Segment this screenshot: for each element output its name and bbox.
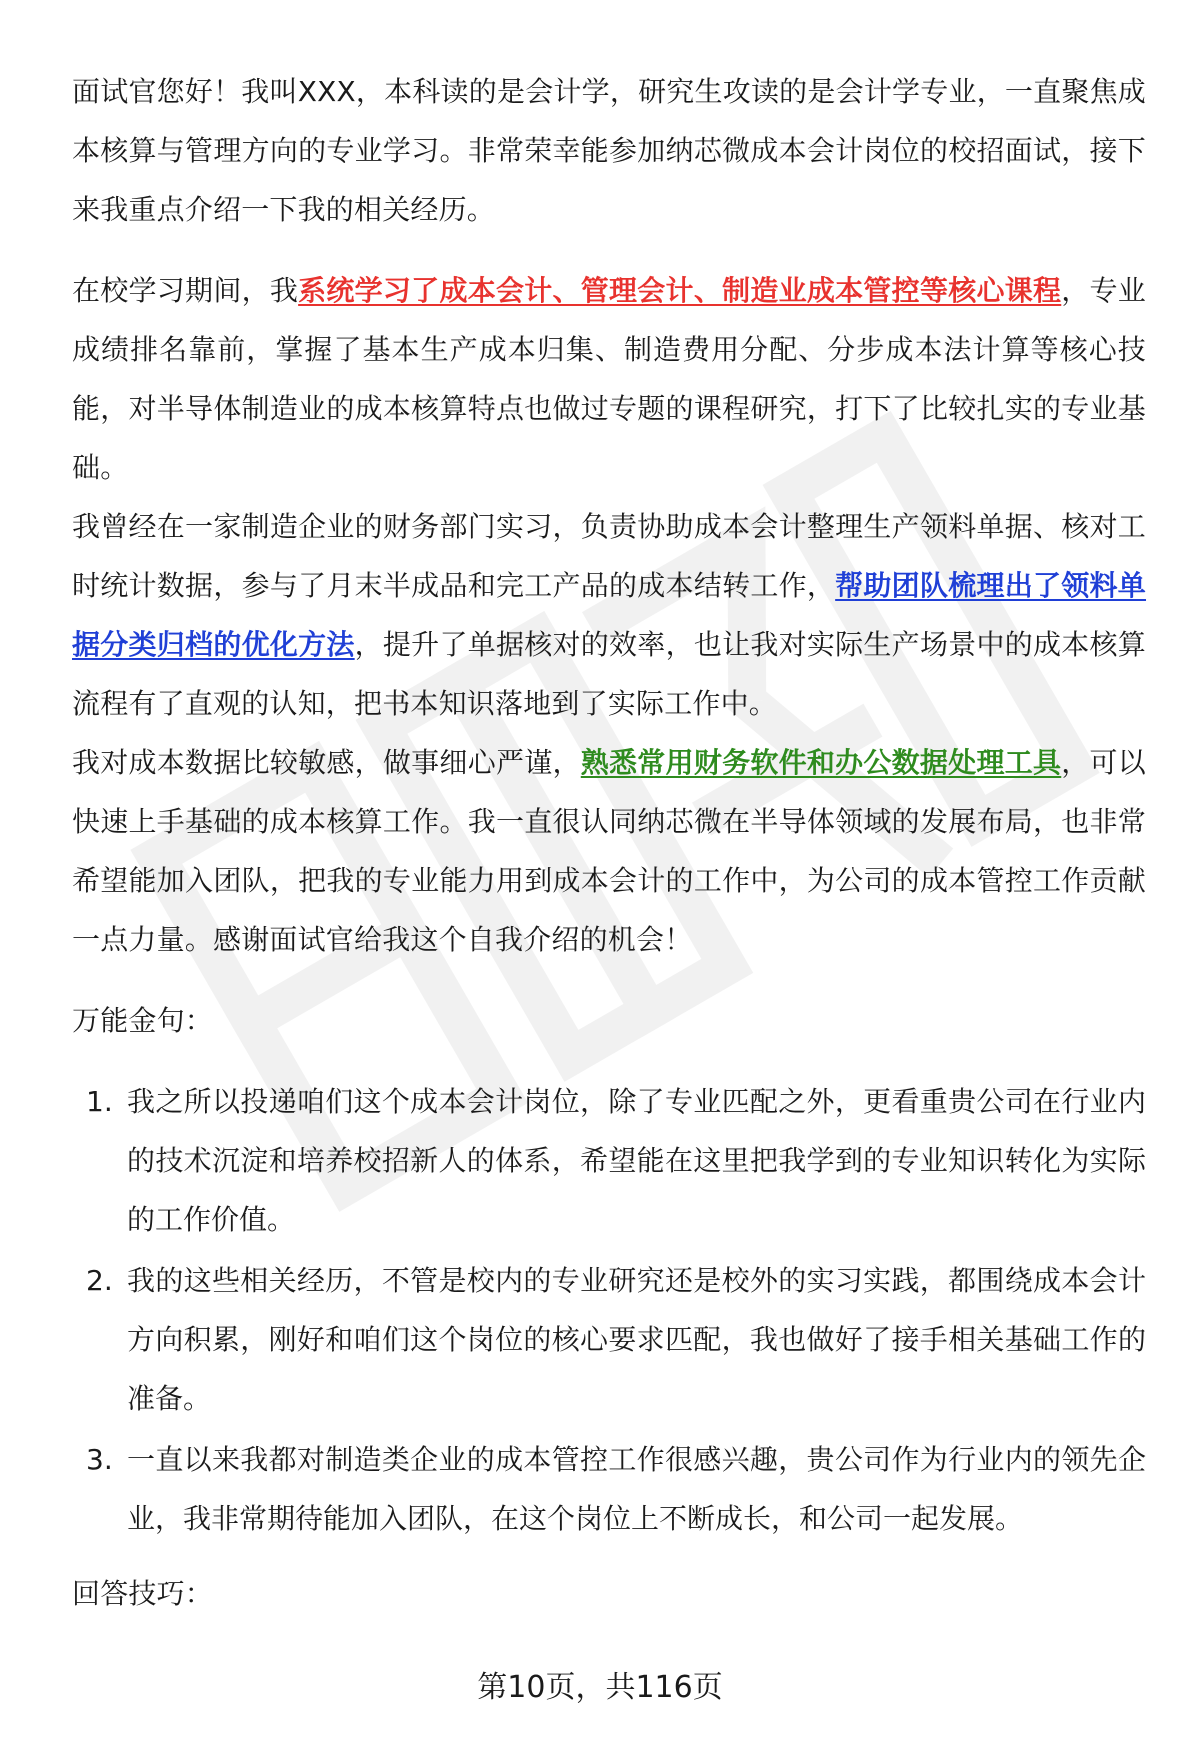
intro-paragraph-3 <box>72 497 1146 733</box>
list-item <box>72 1251 1146 1428</box>
list-item-number: 3. <box>86 1443 113 1476</box>
list-item <box>72 1072 1146 1249</box>
tips-heading: 回答技巧： <box>72 1577 214 1610</box>
highlight-courses: 系统学习了成本会计、管理会计、制造业成本管控等核心课程 <box>298 274 1062 307</box>
page-number: 第10页，共116页 <box>477 1670 723 1705</box>
list-item-number: 1. <box>86 1085 113 1118</box>
paragraph-4-prefix: 我对成本数据比较敏感，做事细心严谨， <box>72 746 581 779</box>
highlight-software: 熟悉常用财务软件和办公数据处理工具 <box>580 746 1062 779</box>
intro-paragraph-1: 面试官您好！我叫XXX，本科读的是会计学，研究生攻读的是会计学专业，一直聚焦成本核算与管理方向的专业学习。非常荣幸能参加纳芯微成本会计岗位的校招面试，接下来我重点介绍一下我的相关经历。 <box>72 75 1146 226</box>
list-item-text: 一直以来我都对制造类企业的成本管控工作很感兴趣，贵公司作为行业内的领先企业，我非常期待能加入团队，在这个岗位上不断成长，和公司一起发展。 <box>127 1443 1146 1535</box>
list-item-text: 我之所以投递咱们这个成本会计岗位，除了专业匹配之外，更看重贵公司在行业内的技术沉淀和培养校招新人的体系，希望能在这里把我学到的专业知识转化为实际的工作价值。 <box>127 1085 1146 1236</box>
intro-paragraph-4 <box>72 733 1146 969</box>
paragraph-3-suffix: ，提升了单据核对的效率，也让我对实际生产场景中的成本核算流程有了直观的认知，把书本知识落地到了实际工作中。 <box>72 628 1146 720</box>
intro-paragraph-2 <box>72 261 1146 497</box>
highlight-optimization: 帮助团队梳理出了领料单据分类归档的优化方法 <box>72 569 1147 661</box>
list-item-number: 2. <box>86 1264 113 1297</box>
paragraph-4-suffix: ，可以快速上手基础的成本核算工作。我一直很认同纳芯微在半导体领域的发展布局，也非常希望能加入团队，把我的专业能力用到成本会计的工作中，为公司的成本管控工作贡献一点力量。感谢面试官给我这个自我介绍的机会！ <box>72 746 1146 956</box>
list-item-text: 我的这些相关经历，不管是校内的专业研究还是校外的实习实践，都围绕成本会计方向积累，刚好和咱们这个岗位的核心要求匹配，我也做好了接手相关基础工作的准备。 <box>127 1264 1146 1415</box>
document-page <box>72 62 1146 1623</box>
phrases-heading: 万能金句： <box>72 1004 214 1037</box>
list-item <box>72 1430 1146 1548</box>
paragraph-2-suffix: ，专业成绩排名靠前，掌握了基本生产成本归集、制造费用分配、分步成本法计算等核心技能，对半导体制造业的成本核算特点也做过专题的课程研究，打下了比较扎实的专业基础。 <box>72 274 1146 484</box>
paragraph-2-prefix: 在校学习期间，我 <box>72 274 299 307</box>
phrases-list <box>72 1072 1146 1548</box>
paragraph-3-prefix: 我曾经在一家制造企业的财务部门实习，负责协助成本会计整理生产领料单据、核对工时统计数据，参与了月末半成品和完工产品的成本结转工作， <box>72 510 1146 602</box>
